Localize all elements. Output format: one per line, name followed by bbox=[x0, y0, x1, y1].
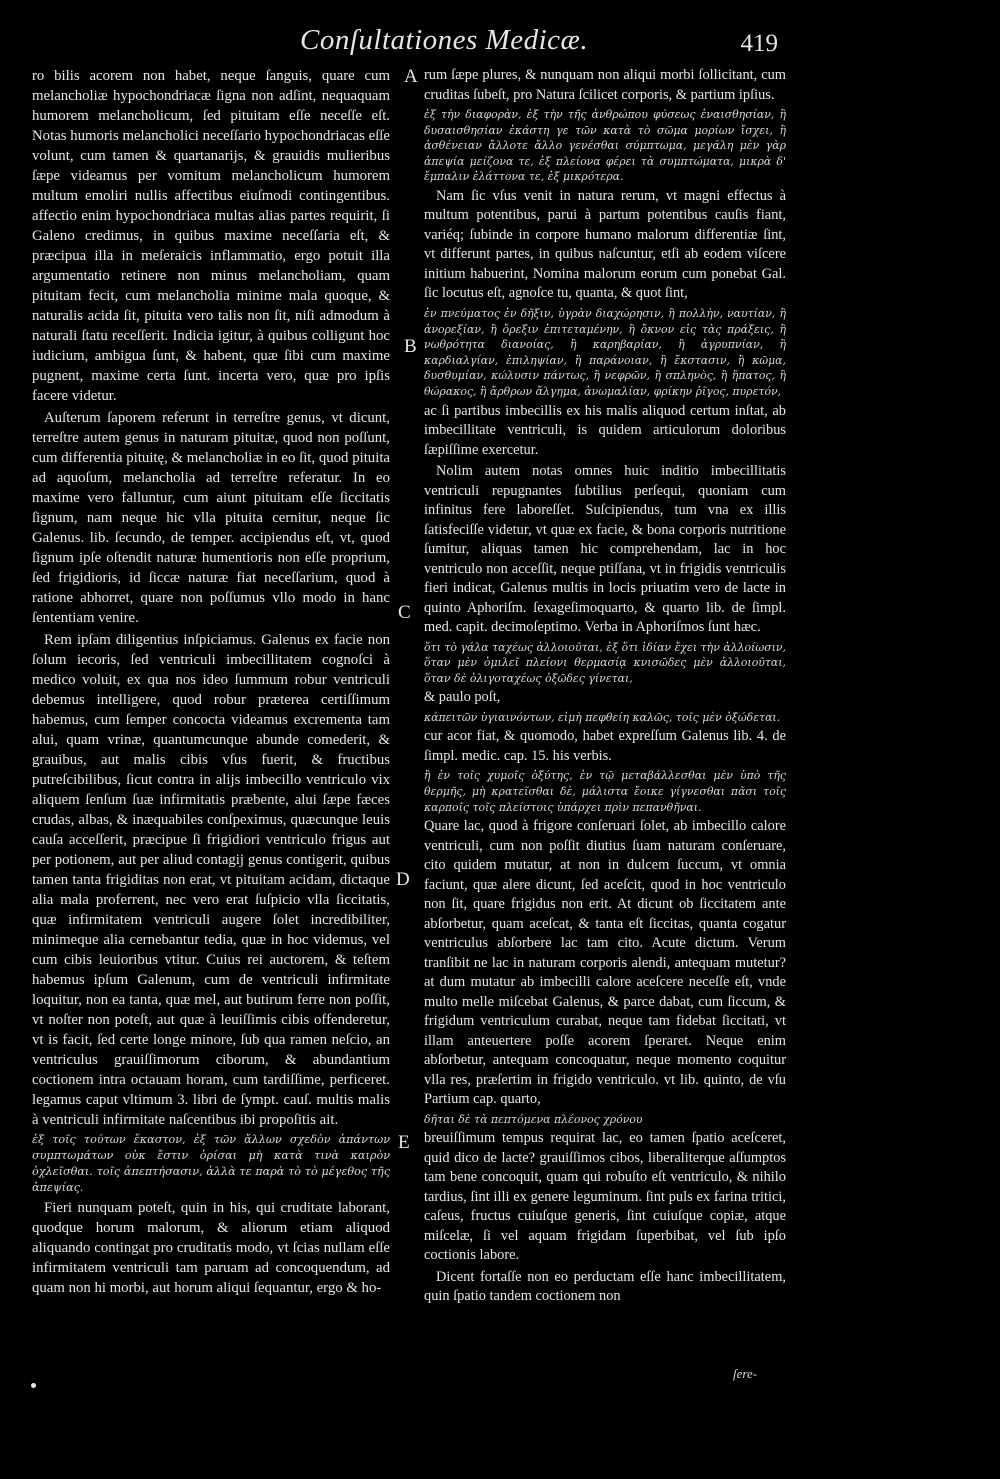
paragraph: Quare lac, quod à frigore conſeruari ſolet, ab imbecillo calore ventriculi, cum non poſſit diutius ſuam naturam conſeruare, cito quidem mutatur, at non in dulcem ſuccum, vt omnia faciunt, quæ alere dicunt, ſed aceſcit, quod in hoc ventriculo non ſit, quare frigidus non erit. At dicunt ob ſiccitatem ante abſorbetur, quam aceſcat, & tanta eſt ſiccitas, quanta cogatur ventriculus abſorbere lac tam cito. Acute dictum. Verum tranſibit ne lac in naturam corporis alendi, antequam mutetur? at dum mutatur ab imbecilli calore aceſcere neceſſe eſt, vnde multo melle miſcebat Galenus, & parce dabat, cum ſiccum, & frigidum ventriculum curabat, neque tam fidebat ſiccitati, vt illam anteuertere poſſe acorem ſperaret. Neque enim abſorbetur, antequam concoquatur, neque momento coquitur vlla res, præſertim in frigido ventriculo. vt lib. quinto, de vſu Partium cap. quarto, bbox=[424, 818, 786, 1108]
running-title: Conſultationes Medicæ. bbox=[300, 24, 589, 56]
margin-letter-b: B bbox=[404, 336, 417, 357]
greek-quotation: ἐξ τὴν διαφορὰν, ἐξ τὴν τῆς ἀνθρώπου φύσεως ἐναισθησίαν, ἢ δυσαισθησίαν ἑκάστη γε τῶν κατὰ τὸ σῶμα μορίων ἴσχει, ἢ ἀσθένειαν ἄλλοτε ἄλλο γενέσθαι σύμπτωμα, μεγάλη μὲν γὰρ ἀπεψία μείζονα τε, ἐξ πλείονα φέρει τὰ συμπτώματα, μικρὰ δ' ἔμπαλιν ἐλάττονα τε, ἐξ μικρότερα. bbox=[424, 108, 786, 184]
paragraph: ro bilis acorem non habet, neque ſanguis, quare cum melancholiæ hypochondriacæ ſigna non adſint, nequaquam humorem melancholicum, ſed pituitam eſſe neceſſe eſt. Notas humoris melancholici neceſſario hypochondriacas eſſe volunt, cum tamen & quartanarijs, & grauidis mulieribus ſæpe videamus per vomitum melancholicum humorem multum emoliri nullis affectibus eiuſmodi contingentibus. affectio enim hypochondriaca multas alias partes requirit, ſi Galeno credimus, in quibus maxime neceſſaria eſt, & præcipua illa in meſeraicis inflammatio, ergo potuit illa argumentatio retinere non minus melancholiam, quam pituitam fecit, cum melancholia minime mala quoque, & naturalis acida ſit, pituita vero talis non ſit, niſi admodum à naturali ſtatu receſſerit. Indicia igitur, à quibus colligunt hoc iudicium, ambigua ſunt, & habent, quæ ſibi cum maxime pugnent, maxime certa ſunt. incerta vero, quæ pro ipſis facere videtur. bbox=[32, 68, 390, 404]
margin-letter-e: E bbox=[398, 1132, 410, 1153]
paragraph: Auſterum ſaporem referunt in terreſtre genus, vt dicunt, terreſtre autem genus in naturam pituitæ, quod non poſſunt, cum differentia pituitę, & melancholiæ in eo ſit, quod pituita ad aquoſum, melancholia ad terreſtre referatur. In eo maxime vero falluntur, cum aiunt pituitam eſſe ſiccitatis ſignum, nam neque hic vlla pituita cernitur, neque ſic Galenus. lib. ſecundo, de temper. accipiendus eſt, vt, quod ſignum ipſe oſtendit naturæ humentioris non eſſe proprium, ſed frigidioris, id ſiccæ naturæ fiat neceſſarium, quod à ratione abhorret, quare non poſſumus vllo modo in hanc ſententiam venire. bbox=[32, 410, 390, 626]
page-number: 419 bbox=[740, 30, 778, 57]
margin-letter-a: A bbox=[404, 66, 418, 87]
paragraph: Dicent fortaſſe non eo perductam eſſe hanc imbecillitatem, quin ſpatio tandem coctionem non bbox=[424, 1268, 786, 1305]
greek-quotation: κάπειτῶν ὑγιαινόντων, εἰμὴ πεφθείη καλῶς, τοῖς μὲν ὀξώδεται. bbox=[424, 710, 781, 724]
ink-dot bbox=[31, 1383, 36, 1388]
paragraph: breuiſſimum tempus requirat lac, eo tamen ſpatio aceſceret, quid dico de lacte? grauiſſimos cibos, liberaliterque aſſumptos tam bene concoquit, quam qui robuſto eſt ventriculo, & nihilo tardius, ſint illi ex genere leguminum. ſint puls ex farina tritici, caſeus, fructus cuiuſque generis, ſint cuiuſque copiæ, atque miſcelæ, ſi vel aquam frigidam ſuperbibat, vel ſub ipſo coctionis labore. bbox=[424, 1130, 786, 1264]
paragraph: cur acor fiat, & quomodo, habet expreſſum Galenus lib. 4. de ſimpl. medic. cap. 15. his verbis. bbox=[424, 728, 786, 764]
left-column bbox=[32, 66, 390, 1298]
greek-quotation: ἐν πνεύματος ἐν δῆξιν, ὑγρὰν διαχώρησιν, ἢ πολλὴν, ναυτίαν, ἢ ἀνορεξίαν, ἢ ὄρεξιν ἐπιτεταμένην, ἢ ὄκνον εἰς τὰς πράξεις, ἢ νωθρότητα διανοίας, ἢ καρηβαρίαν, ἢ ἀγρυπνίαν, ἢ καρδιαλγίαν, ἐπιληψίαν, ἢ παράνοιαν, ἢ ἔκστασιν, ἢ κῶμα, δυσθυμίαν, κώλυσιν πάντως, ἢ νεφρῶν, ἢ σπληνὸς, ἢ ἥπατος, ἢ θώρακος, ἢ ἄρθρων ἄλγημα, ἀνωμαλίαν, φρίκην ῥῖγος, πυρετόν, bbox=[424, 306, 786, 398]
greek-quotation: ἢ ἐν τοῖς χυμοῖς ὀξύτης, ἐν τῷ μεταβάλλεσθαι μὲν ὑπὸ τῆς θερμῆς, μὴ κρατεῖσθαι δὲ, μάλιστα ἔοικε γίγνεσθαι πᾶσι τοῖς καρποῖς τοῖς πλείστοις ὑπάρχει πρὶν πεπανθῆναι. bbox=[424, 769, 786, 814]
paragraph: Nam ſic vſus venit in natura rerum, vt magni effectus à multum potentibus, parui à partum potentibus cauſis fiant, variéq; ſubinde in corpore humano malorum differentiæ ſint, vt differunt partes, in quibus naſcuntur, etſi ab eodem viſcere initium habuerint, Nomina malorum eorum cum ponebat Gal. ſic locutus eſt, agnoſce tu, quanta, & quot ſint, bbox=[424, 187, 786, 302]
greek-quotation: δῆται δὲ τὰ πεπτόμενα πλέονος χρόνου bbox=[424, 1112, 643, 1126]
paragraph: Fieri nunquam poteſt, quin in his, qui cruditate laborant, quodque horum malorum, & aliorum etiam aliquod aliquando contingat pro cruditatis modo, vt ſcias nullam eſſe infirmitatem ventriculi tam paruam ad concoquendum, ad quam non hi morbi, aut horum aliqui ſequantur, ergo & ho- bbox=[32, 1200, 390, 1296]
running-header bbox=[290, 22, 790, 68]
margin-letter-c: C bbox=[398, 602, 411, 623]
catchword: ſere- bbox=[733, 1366, 758, 1381]
paragraph: Nolim autem notas omnes huic inditio imbecillitatis ventriculi repugnantes ſubtilius perſequi, quoniam cum infinitus fere laboreſſet. Suſcipiendus, tum vna ex illis ſatisfeciſſe videtur, vt quæ ex facie, & bona corporis nutritione ſumitur, aliquas tamen hic comprehendam, lac in hoc ventriculo non acceſſit, neque ptiſſana, vt in frigidis ventriculis fieri indicat, Galenus multis in locis priuatim vero de lacte in quinto Aphoriſm. ſexageſimoquarto, & quarto lib. de ſimpl. med. capit. decimoſeptimo. Verba in Aphoriſmos ſunt hæc. bbox=[424, 463, 786, 636]
right-column bbox=[424, 66, 786, 1307]
paragraph: & paulo poſt, bbox=[424, 689, 501, 706]
paragraph: Rem ipſam diligentius inſpiciamus. Galenus ex facie non ſolum iecoris, ſed ventriculi imbecillitatem cognoſci à medico voluit, ex qua nos ideo ſummum robur ventriculi debemus intelligere, quod robur præterea certiſſimum habemus, cum ſemper concocta videamus excrementa tam alui, quam vrinæ, quantumcunque abunde comederit, & grauibus, aut malis cibis vſus fuerit, & fructibus putreſcibilibus, ſicut contra in alijs imbecillo ventriculo vix aliquem ſenſum ſuæ infirmitatis præbente, alui ſæpe fæces crudas, albas, & inæquabiles conſpeximus, quæcunque leuis cauſa acceſſerit, præcipue ſi frigidiori ventriculo frigus aut per potionem, aut per aliud contagij genus contigerit, quibus tamen tanta frigiditas non erat, vt pituitam acidam, dictaque alia mala proferrent, nec vero erat ſuſpicio vlla ſiccitatis, quæ infirmitatem ventriculi augere ſolet incredibiliter, minimeque alia cernebantur tedia, quæ in hoc videmus, vel cum cibis leuioribus vtitur. Cuius rei auctorem, & teſtem habemus ipſum Galenum, cum de ventriculi infirmitate loquitur, non ea tanta, quæ mel, aut butirum ferre non poſſit, vt noſter non poteſt, aut quæ à leuiſſimis cibis offenderetur, vt is facit, ſed certe longe minore, ſub qua ramen neſcio, an ventriculus grauiſſimorum ciborum, & abundantium coctionem intra octauam horam, cum tardiſſime, perficeret. legamus caput vltimum 3. libri de ſympt. cauſ. multis malis à ventriculi infirmitate naſcentibus ibi propoſitis ait. bbox=[32, 632, 390, 1128]
paragraph: ac ſi partibus imbecillis ex his malis aliquod certum inſtat, ab imbecillitate ventriculi, is quidem articulorum doloribus ſæpiſſime exercetur. bbox=[424, 402, 786, 458]
greek-quotation: ὅτι τὸ γάλα ταχέως ἀλλοιοῦται, ἐξ ὅτι ἰδίαν ἔχει τὴν ἀλλοίωσιν, ὅταν μὲν ὁμιλεῖ πλείονι θερμασίᾳ κνισῶδες μὲν ἀλλοιοῦται, ὅταν δὲ ὀλιγοταχέως ὀξῶδες γίνεται, bbox=[424, 640, 786, 685]
greek-quotation: ἐξ τοῖς τούτων ἕκαστον, ἐξ τῶν ἄλλων σχεδὸν ἁπάντων συμπτωμάτων οὐκ ἔστιν ὁρίσαι μὴ κατὰ τινὰ καιρὸν ὀχλεῖσθαι. τοῖς ἀπεπτήσασιν, ἀλλὰ τε παρὰ τὸ τὸ μέγεθος τῆς ἀπεψίας. bbox=[32, 1133, 390, 1194]
margin-letter-d: D bbox=[396, 869, 410, 890]
paragraph: rum ſæpe plures, & nunquam non aliqui morbi ſollicitant, cum cruditas ſubeſt, pro Natura ſcilicet corporis, & partium ipſius. bbox=[424, 67, 786, 103]
